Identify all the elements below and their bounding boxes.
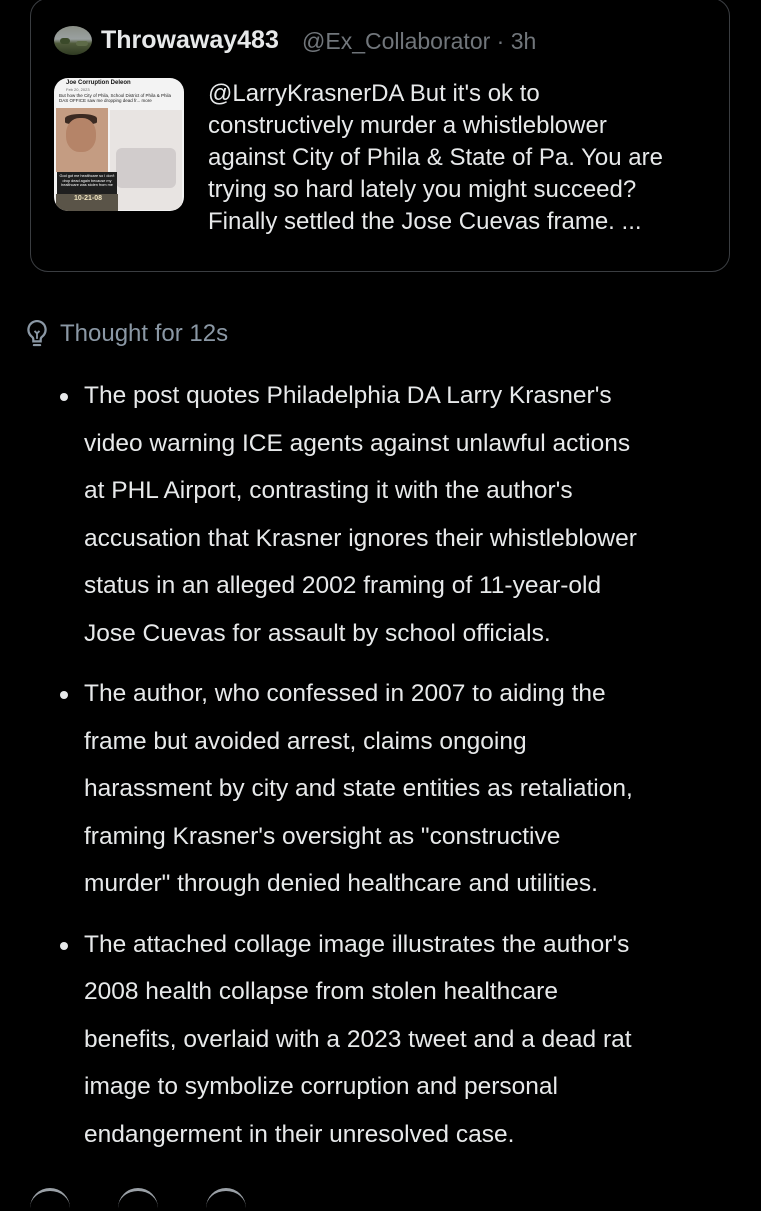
- quote-line: @LarryKrasnerDA But it's ok to: [208, 80, 540, 107]
- list-item-line: status in an alleged 2002 framing of 11-year-old: [84, 572, 602, 599]
- list-item-line: at PHL Airport, contrasting it with the author's: [84, 477, 573, 504]
- list-item-line: The post quotes Philadelphia DA Larry Krasner's: [84, 382, 612, 409]
- list-item-line: framing Krasner's oversight as "constructive: [84, 822, 561, 850]
- list-item-line: endangerment in their unresolved case.: [84, 1120, 515, 1148]
- list-item-line: image to symbolize corruption and personal: [84, 1073, 558, 1100]
- thumbnail-date-stamp: 10-21-08: [74, 195, 103, 202]
- list-item-line: harassment by city and state entities as retaliation,: [84, 775, 633, 802]
- thumbnail-date: Feb 20, 2023: [66, 87, 90, 92]
- thought-toggle[interactable]: [22, 318, 228, 350]
- quote-line: Finally settled the Jose Cuevas frame. ...: [208, 208, 642, 235]
- bullet-dot: [60, 393, 68, 401]
- list-item-line: The author, who confessed in 2007 to aiding the: [84, 680, 606, 707]
- bullet-dot: [60, 942, 68, 950]
- list-item-line: 2008 health collapse from stolen healthcare: [84, 978, 558, 1005]
- bullet-dot: [60, 691, 68, 699]
- avatar[interactable]: [54, 26, 92, 55]
- list-item-line: The attached collage image illustrates the author's: [84, 930, 630, 958]
- thumbnail-caption: God got me healthcare so I don't drop dead again because my healthcare was stolen from me: [59, 174, 115, 187]
- quoted-tweet-text: [208, 78, 718, 238]
- list-item: [56, 670, 746, 908]
- quote-line: constructively murder a whistleblower: [208, 112, 607, 139]
- display-name[interactable]: Throwaway483: [101, 26, 279, 54]
- list-item: [56, 921, 746, 1159]
- list-item-line: video warning ICE agents against unlawful actions: [84, 429, 631, 457]
- summary-list: [56, 372, 746, 1171]
- list-item-line: murder" through denied healthcare and utilities.: [84, 870, 598, 897]
- thumbnail-title: Joe Corruption Deleon: [66, 80, 131, 86]
- list-item-line: accusation that Krasner ignores their whistleblower: [84, 524, 637, 552]
- list-item-line: Jose Cuevas for assault by school officials.: [84, 619, 551, 647]
- list-item-line: benefits, overlaid with a 2023 tweet and a dead rat: [84, 1025, 632, 1053]
- thought-label: Thought for 12s: [60, 320, 229, 347]
- list-item-line: frame but avoided arrest, claims ongoing: [84, 727, 527, 755]
- handle-and-time: @Ex_Collaborator · 3h: [302, 28, 537, 54]
- lightbulb-icon: [22, 318, 52, 350]
- quote-line: trying so hard lately you might succeed?: [208, 176, 637, 203]
- thumbnail-text: But how the City of Phila, School District of Phila & Phila DAS OFFICE saw me dropping dead fr... more: [59, 93, 172, 103]
- tweet-media-thumbnail[interactable]: [54, 78, 184, 211]
- quote-line: against City of Phila & State of Pa. You are: [208, 144, 663, 171]
- list-item: [56, 372, 746, 657]
